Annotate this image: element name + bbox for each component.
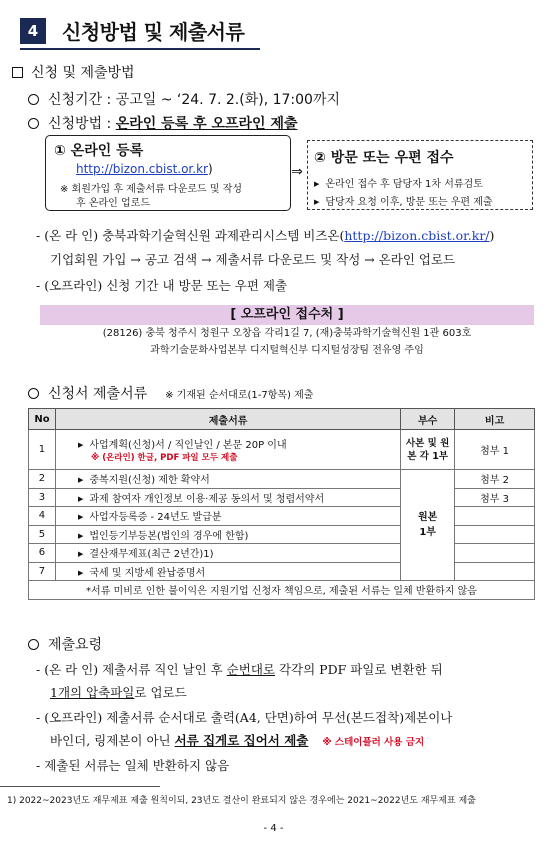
- section-underline: [20, 48, 260, 50]
- col-no: No: [29, 409, 56, 430]
- online-box-note-2: 후 온라인 업로드: [76, 198, 150, 209]
- triangle-bullet-icon: ▶: [77, 513, 84, 522]
- application-method: 신청방법 : 온라인 등록 후 오프라인 제출: [28, 113, 298, 133]
- bizon-description-link[interactable]: http://bizon.cbist.or.kr/: [344, 228, 490, 243]
- section-number: 4: [20, 18, 46, 44]
- online-box-note-1: ※ 회원가입 후 제출서류 다운로드 및 작성: [60, 184, 243, 195]
- stapler-warning: ※ 스테이플러 사용 금지: [322, 737, 425, 748]
- col-document: 제출서류: [55, 409, 400, 430]
- offline-reception-title: [ 오프라인 접수처 ]: [40, 305, 534, 325]
- guideline-offline-2: 바인더, 링제본이 아닌 서류 집게로 집어서 제출 ※ 스테이플러 사용 금지: [50, 733, 425, 748]
- footnote: 1) 2022~2023년도 재무제표 제출 원칙이되, 23년도 결산이 완료되지 않은 경우에는 2021~2022년도 재무제표 제출: [7, 796, 476, 806]
- triangle-bullet-icon: ▶: [77, 441, 84, 449]
- circle-bullet-icon: [28, 94, 39, 105]
- table-row: 4 ▶ 사업자등록증 - 24년도 발급분: [29, 507, 535, 526]
- circle-bullet-icon: [28, 118, 39, 129]
- triangle-bullet-icon: ▶: [77, 568, 84, 577]
- triangle-bullet-icon: ▶: [77, 531, 84, 540]
- square-bullet-icon: [12, 67, 23, 78]
- circle-bullet-icon: [28, 388, 39, 399]
- table-row: 7 ▶ 국세 및 지방세 완납증명서: [29, 562, 535, 581]
- table-header-row: [29, 409, 535, 430]
- circle-bullet-icon: [28, 639, 39, 650]
- offline-description: - (오프라인) 신청 기간 내 방문 또는 우편 제출: [36, 278, 288, 293]
- guideline-online-2: 1개의 압축파일로 업로드: [50, 685, 187, 700]
- footnote-divider: [0, 786, 160, 787]
- online-description: - (온 라 인) 충북과학기술혁신원 과제관리시스템 비즈온(http://bizon.cbist.or.kr/): [36, 228, 495, 243]
- guideline-no-return: - 제출된 서류는 일체 반환하지 않음: [36, 758, 230, 773]
- offline-reception-address: (28126) 충북 청주시 청원구 오창읍 각리1길 7, (재)충북과학기술혁신원 1관 603호: [102, 328, 472, 339]
- visit-submission-box: [307, 140, 533, 210]
- offline-reception-body: [40, 325, 534, 359]
- guideline-offline: - (오프라인) 제출서류 순서대로 출력(A4, 단면)하여 무선(본드접착)제본이나: [36, 710, 453, 725]
- triangle-bullet-icon: ▶: [314, 180, 320, 188]
- table-row: 1 ▶ 사업계획(신청)서 / 직인날인 / 본문 20P 이내 ※ (온라인) 한글, PDF 파일 모두 제출 사본 및 원본 각 1부 첨부 1: [29, 430, 535, 470]
- table-row: 3 ▶ 과제 참여자 개인정보 이용·제공 동의서 및 청렴서약서 첨부 3: [29, 488, 535, 507]
- section-title: 신청방법 및 제출서류: [62, 20, 245, 44]
- triangle-bullet-icon: ▶: [77, 476, 84, 485]
- triangle-bullet-icon: ▶: [314, 198, 320, 206]
- online-description-steps: 기업회원 가입 → 공고 검색 → 제출서류 다운로드 및 작성 → 온라인 업로드: [50, 252, 456, 267]
- page-number: - 4 -: [263, 823, 284, 834]
- triangle-bullet-icon: ▶: [77, 494, 84, 503]
- online-box-title: ① 온라인 등록: [54, 143, 144, 159]
- col-copies: 부수: [401, 409, 455, 430]
- documents-heading: 신청서 제출서류 ※ 기재된 순서대로(1-7항목) 제출: [28, 383, 313, 403]
- guideline-online: - (온 라 인) 제출서류 직인 날인 후 순번대로 각각의 PDF 파일로 변환한 뒤: [36, 662, 443, 677]
- col-remark: 비고: [455, 409, 535, 430]
- offline-reception-contact: 과학기술문화사업본부 디지털혁신부 디지털성장팀 전유영 주임: [150, 345, 424, 356]
- arrow-right-icon: ⇒: [291, 164, 303, 180]
- bizon-link[interactable]: http://bizon.cbist.or.kr: [76, 162, 208, 176]
- triangle-bullet-icon: ▶: [77, 550, 84, 559]
- visit-box-title: ② 방문 또는 우편 접수: [314, 150, 454, 166]
- table-footer-note: *서류 미비로 인한 불이익은 지원기업 신청자 책임으로, 제출된 서류는 일체 반환하지 않음: [29, 581, 535, 600]
- table-row: 2 ▶ 중복지원(신청) 제한 확약서 원본 1부 첨부 2: [29, 470, 535, 489]
- online-box-url: http://bizon.cbist.or.kr): [76, 162, 213, 176]
- table-row: 6 ▶ 결산재무제표(최근 2년간)1): [29, 544, 535, 563]
- copies-original: 원본 1부: [401, 470, 455, 581]
- documents-table: [28, 408, 535, 600]
- method-heading: 신청 및 제출방법: [12, 62, 135, 82]
- guidelines-heading: 제출요령: [28, 634, 102, 654]
- online-registration-box: [45, 135, 291, 211]
- table-row: 5 ▶ 법인등기부등본(법인의 경우에 한함): [29, 525, 535, 544]
- visit-box-item-2: ▶ 담당자 요청 이후, 방문 또는 우편 제출: [314, 197, 493, 208]
- application-period: 신청기간 : 공고일 ~ ‘24. 7. 2.(화), 17:00까지: [28, 89, 340, 109]
- visit-box-item-1: ▶ 온라인 접수 후 담당자 1차 서류검토: [314, 179, 483, 190]
